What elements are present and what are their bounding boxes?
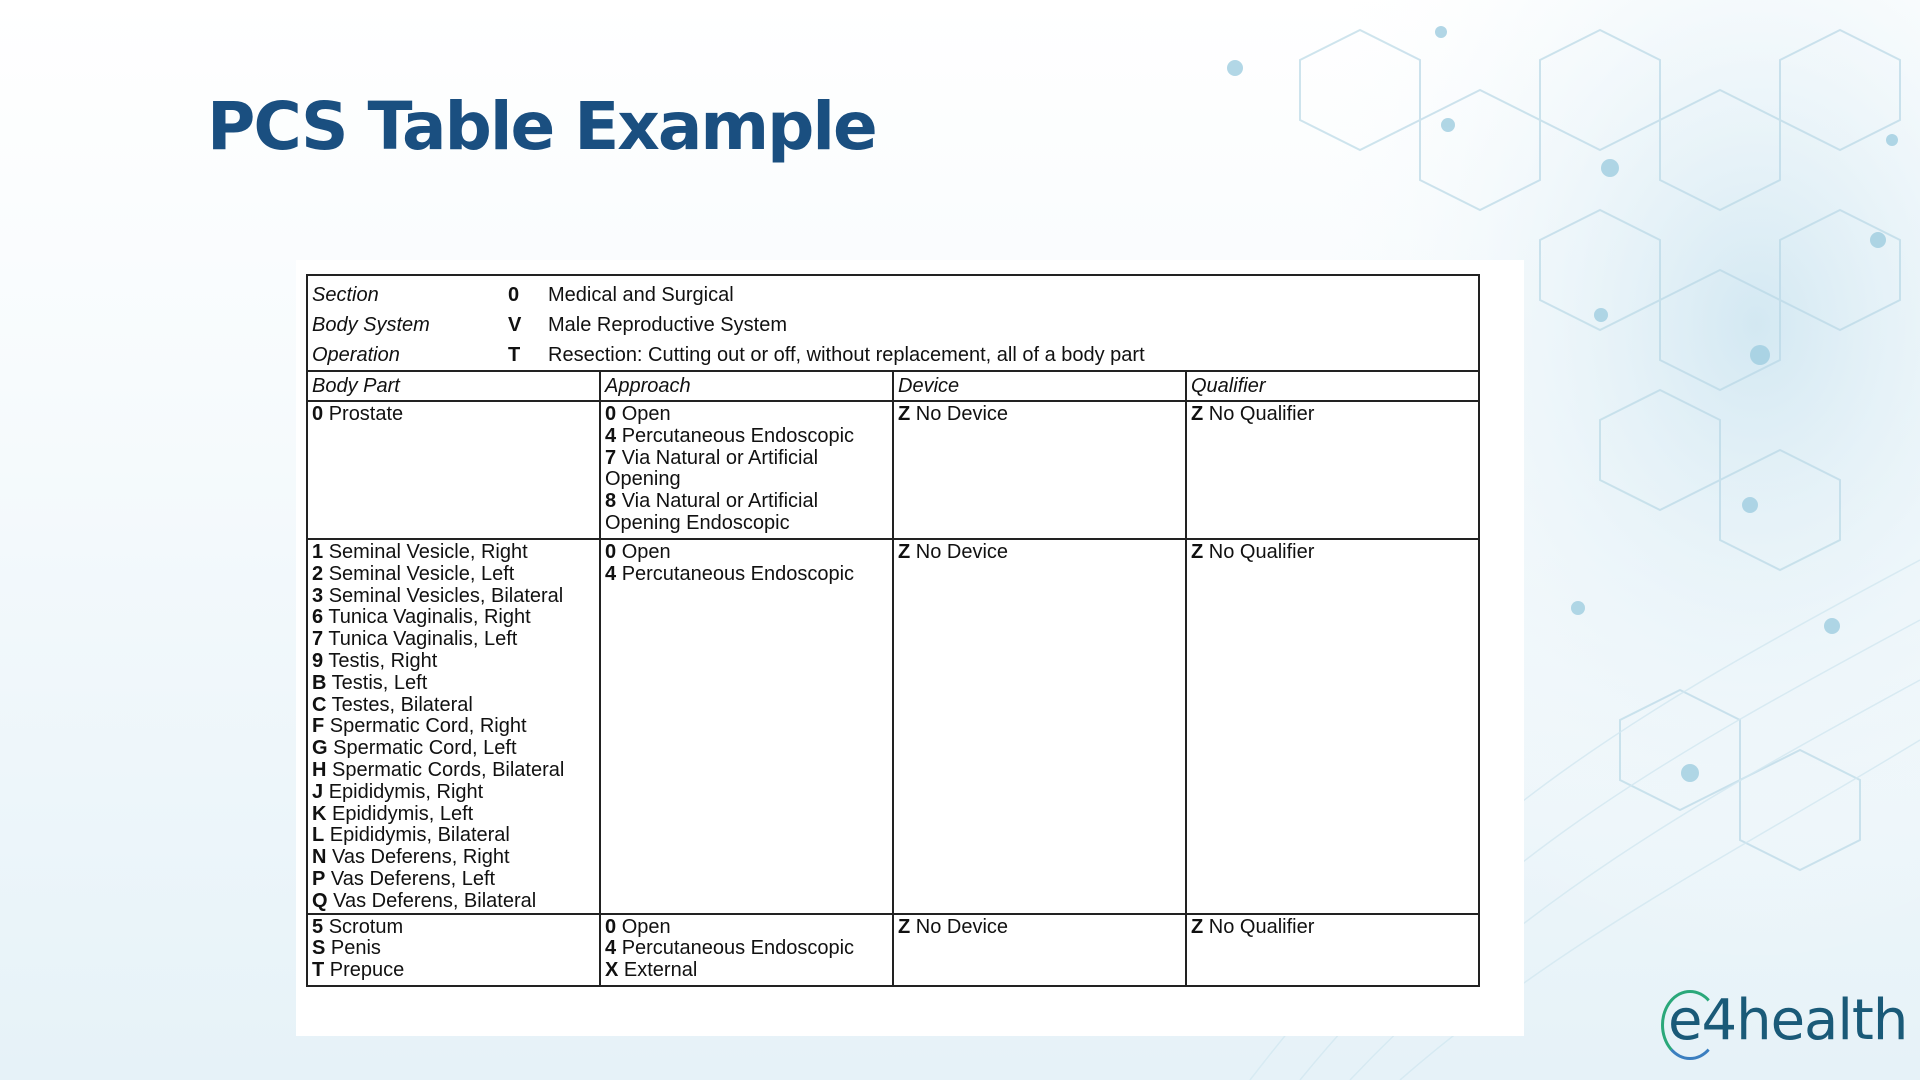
item-code: 9 (312, 649, 324, 672)
item-name: Spermatic Cord, Right (329, 715, 527, 738)
item-name: Via Natural or Artificial Opening (605, 446, 819, 491)
item-code: 0 (605, 541, 617, 563)
logo-ring-icon (1661, 990, 1719, 1060)
item-code: 4 (605, 424, 617, 447)
list-item (312, 760, 595, 782)
list-item (605, 426, 888, 448)
list-item (312, 938, 595, 960)
item-code: 2 (312, 562, 324, 585)
list-item (312, 847, 595, 869)
column-header-row (307, 371, 1479, 401)
item-name: Vas Deferens, Right (332, 846, 510, 869)
body-part-cell (307, 539, 600, 914)
item-code: 7 (605, 446, 617, 469)
item-code: K (312, 802, 327, 825)
item-name: No Device (915, 915, 1009, 938)
logo-text: e4health (1668, 988, 1908, 1053)
item-code: 0 (312, 403, 324, 425)
table-header-block (307, 275, 1479, 371)
header-desc: Medical and Surgical (548, 284, 734, 306)
table-row (307, 914, 1479, 986)
item-name: Tunica Vaginalis, Left (328, 628, 518, 651)
item-code: 7 (312, 628, 324, 651)
table-header-row (307, 275, 1479, 371)
header-label: Operation (312, 344, 400, 366)
item-code: Z (898, 541, 911, 563)
item-name: Vas Deferens, Bilateral (333, 889, 537, 912)
list-item (312, 564, 595, 586)
list-item (605, 917, 888, 939)
item-code: C (312, 693, 327, 716)
item-code: G (312, 737, 328, 760)
item-code: H (312, 758, 327, 781)
item-code: Q (312, 889, 328, 912)
table-row (307, 401, 1479, 539)
column-header: Qualifier (1186, 371, 1479, 401)
item-code: P (312, 867, 326, 890)
item-name: Spermatic Cords, Bilateral (332, 758, 565, 781)
item-code: 4 (605, 937, 617, 960)
header-code: V (508, 314, 522, 336)
list-item (1191, 917, 1474, 939)
item-code: S (312, 937, 326, 960)
list-item (312, 542, 595, 564)
table-row (307, 539, 1479, 914)
item-code: Z (1191, 915, 1204, 938)
list-item (1191, 404, 1474, 426)
list-item (312, 607, 595, 629)
item-code: 6 (312, 606, 324, 629)
item-code: 1 (312, 541, 324, 563)
list-item (605, 564, 888, 586)
item-name: Vas Deferens, Left (330, 867, 496, 890)
list-item (1191, 542, 1474, 564)
item-name: Epididymis, Right (328, 780, 484, 803)
item-name: Epididymis, Left (332, 802, 474, 825)
item-name: No Qualifier (1208, 541, 1315, 563)
item-name: Spermatic Cord, Left (333, 737, 517, 760)
header-desc: Resection: Cutting out or off, without replacement, all of a body part (548, 344, 1145, 366)
list-item (605, 448, 888, 492)
header-label: Body System (312, 314, 430, 336)
slide-title: PCS Table Example (207, 88, 876, 165)
column-header: Approach (600, 371, 893, 401)
body-part-cell (307, 401, 600, 539)
item-name: External (623, 959, 698, 982)
item-name: Percutaneous Endoscopic (621, 937, 855, 960)
qualifier-cell (1186, 401, 1479, 539)
item-name: Percutaneous Endoscopic (621, 424, 855, 447)
item-name: Via Natural or Artificial Opening Endoscopic (605, 490, 819, 534)
item-name: Scrotum (328, 915, 404, 938)
list-item (312, 960, 595, 982)
item-code: Z (898, 403, 911, 425)
header-section-line (312, 280, 1474, 310)
list-item (312, 716, 595, 738)
list-item (898, 917, 1181, 939)
device-cell (893, 914, 1186, 986)
item-name: Percutaneous Endoscopic (621, 562, 855, 585)
item-code: 5 (312, 915, 324, 938)
list-item (312, 891, 595, 913)
qualifier-cell (1186, 914, 1479, 986)
list-item (312, 673, 595, 695)
header-desc: Male Reproductive System (548, 314, 787, 336)
list-item (312, 869, 595, 891)
device-cell (893, 401, 1186, 539)
item-name: Seminal Vesicle, Right (328, 541, 528, 563)
item-name: Prepuce (329, 959, 405, 982)
item-name: Open (621, 541, 671, 563)
list-item (605, 404, 888, 426)
item-code: Z (1191, 403, 1204, 425)
item-name: Seminal Vesicle, Left (328, 562, 515, 585)
list-item (312, 917, 595, 939)
approach-cell (600, 914, 893, 986)
item-name: No Device (915, 403, 1009, 425)
item-name: Tunica Vaginalis, Right (328, 606, 531, 629)
item-name: Open (621, 915, 671, 938)
item-code: 8 (605, 490, 617, 513)
item-code: X (605, 959, 619, 982)
e4health-logo (1668, 988, 1907, 1053)
list-item (312, 586, 595, 608)
item-name: No Device (915, 541, 1009, 563)
item-name: Testis, Right (328, 649, 438, 672)
pcs-table (306, 274, 1480, 987)
item-name: Epididymis, Bilateral (329, 824, 510, 847)
item-name: No Qualifier (1208, 915, 1315, 938)
approach-cell (600, 401, 893, 539)
qualifier-cell (1186, 539, 1479, 914)
item-name: Penis (330, 937, 381, 960)
list-item (312, 629, 595, 651)
header-code: T (508, 344, 521, 366)
header-operation-line (312, 340, 1474, 370)
item-code: 0 (605, 915, 617, 938)
item-name: Seminal Vesicles, Bilateral (328, 584, 564, 607)
list-item (898, 542, 1181, 564)
item-code: B (312, 671, 327, 694)
list-item (605, 938, 888, 960)
approach-cell (600, 539, 893, 914)
list-item (312, 738, 595, 760)
pcs-table-panel (296, 260, 1524, 1036)
item-code: N (312, 846, 327, 869)
device-cell (893, 539, 1186, 914)
list-item (605, 491, 888, 535)
list-item (605, 542, 888, 564)
item-code: T (312, 959, 325, 982)
item-code: Z (1191, 541, 1204, 563)
list-item (312, 782, 595, 804)
list-item (898, 404, 1181, 426)
column-header: Body Part (307, 371, 600, 401)
list-item (312, 825, 595, 847)
item-code: 3 (312, 584, 324, 607)
item-code: Z (898, 915, 911, 938)
item-name: Testis, Left (331, 671, 428, 694)
item-name: Prostate (328, 403, 404, 425)
item-name: Open (621, 403, 671, 425)
header-body-system-line (312, 310, 1474, 340)
item-name: No Qualifier (1208, 403, 1315, 425)
item-name: Testes, Bilateral (331, 693, 473, 716)
header-label: Section (312, 284, 379, 306)
list-item (312, 404, 595, 426)
item-code: J (312, 780, 324, 803)
body-part-cell (307, 914, 600, 986)
list-item (605, 960, 888, 982)
item-code: F (312, 715, 325, 738)
item-code: 0 (605, 403, 617, 425)
list-item (312, 651, 595, 673)
list-item (312, 695, 595, 717)
column-header: Device (893, 371, 1186, 401)
item-code: 4 (605, 562, 617, 585)
item-code: L (312, 824, 325, 847)
list-item (312, 804, 595, 826)
header-code: 0 (508, 284, 520, 306)
